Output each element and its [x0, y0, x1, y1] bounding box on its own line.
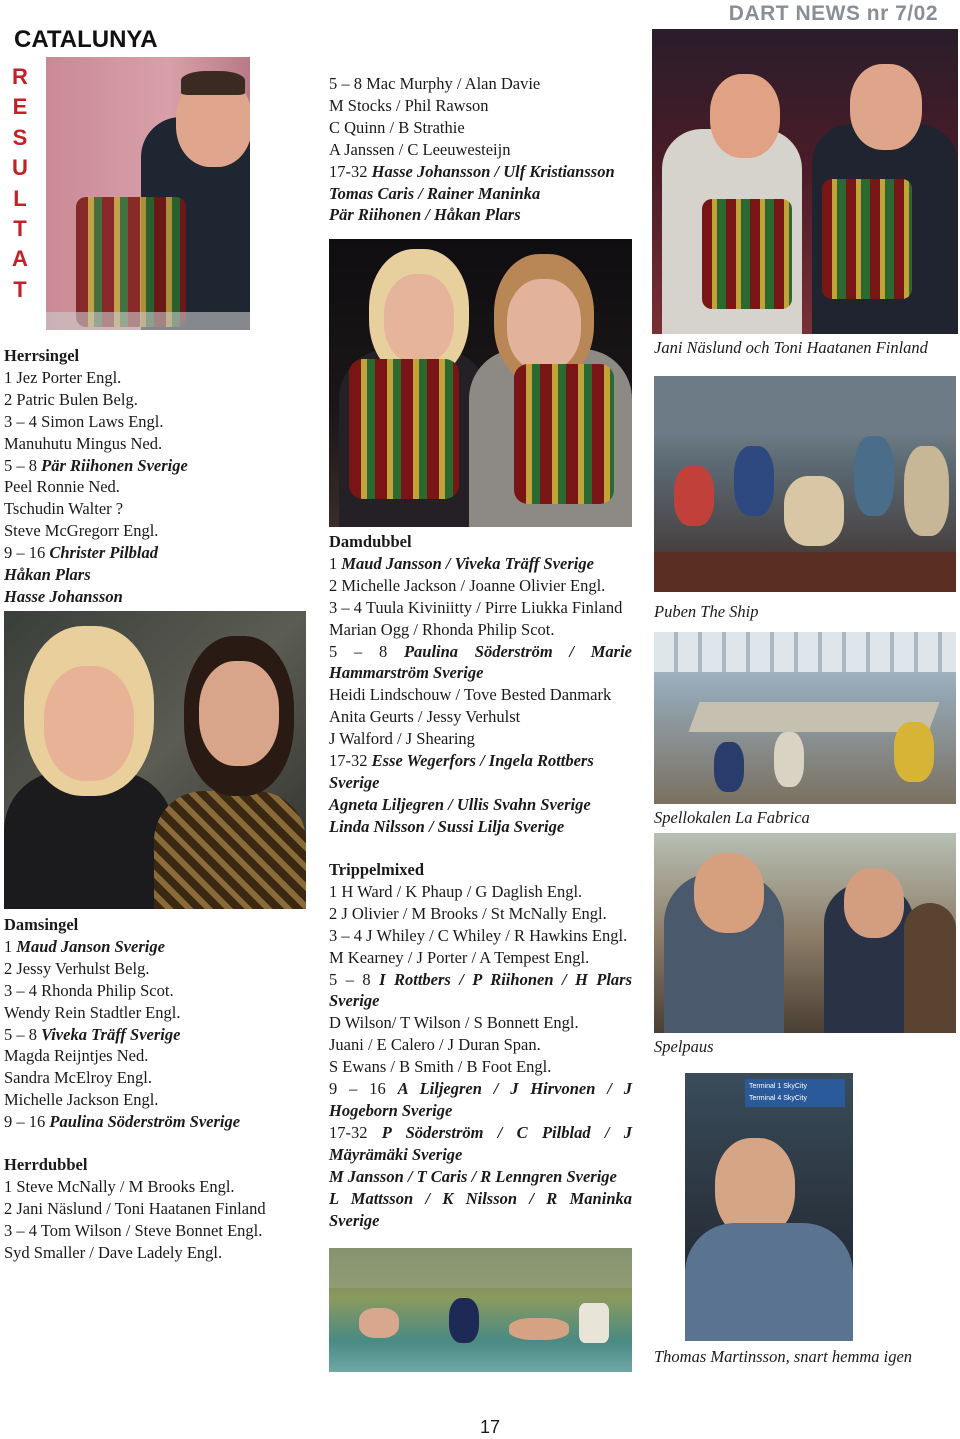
- result-line: [4, 411, 188, 433]
- result-line: [329, 597, 632, 619]
- vertical-letter: A: [12, 246, 28, 272]
- result-line: [4, 1176, 266, 1198]
- result-line: [4, 1111, 240, 1133]
- result-line: [329, 925, 632, 947]
- result-line: [4, 958, 240, 980]
- result-text: 17-32: [329, 1122, 382, 1142]
- result-line: [329, 161, 615, 183]
- page-number: 17: [480, 1417, 501, 1437]
- result-highlight: Hasse Johansson: [4, 586, 123, 606]
- result-line: [329, 95, 615, 117]
- result-highlight: Maud Janson Sverige: [16, 936, 165, 956]
- result-line: [329, 1188, 632, 1210]
- result-line: [329, 1056, 632, 1078]
- result-text: 5 – 8: [4, 455, 42, 475]
- result-line: [329, 183, 615, 205]
- result-text: 1 H Ward / K Phaup / G Daglish Engl.: [329, 881, 583, 901]
- result-text: 2 J Olivier / M Brooks / St McNally Engl.: [329, 903, 607, 923]
- caption-thomas: Thomas Martinsson, snart hemma igen: [654, 1347, 913, 1366]
- result-line: [4, 1024, 240, 1046]
- result-line: [329, 969, 632, 991]
- result-highlight: Pär Riihonen / Håkan Plars: [329, 205, 521, 225]
- trippelmixed-heading: Trippelmixed: [329, 860, 425, 879]
- result-highlight: Sverige: [329, 772, 380, 792]
- caption-winners: Jani Näslund och Toni Haatanen Finland: [654, 338, 928, 357]
- magazine-header: DART NEWS nr 7/02: [728, 2, 938, 25]
- photo-pool: [329, 1248, 632, 1372]
- sign-line-2: Terminal 4 SkyCity: [749, 1095, 807, 1102]
- result-line: [4, 476, 188, 498]
- result-text: 3 – 4 Rhonda Philip Scot.: [4, 980, 174, 1000]
- result-text: J Walford / J Shearing: [329, 729, 475, 749]
- vertical-letter: S: [12, 124, 28, 150]
- caption-hall: Spellokalen La Fabrica: [654, 808, 810, 827]
- result-line: [329, 139, 615, 161]
- result-text: M Kearney / J Porter / A Tempest Engl.: [329, 947, 590, 967]
- result-highlight: Paulina Söderström / Marie: [403, 641, 632, 661]
- result-text: S Ewans / B Smith / B Foot Engl.: [329, 1057, 552, 1077]
- result-line: [4, 433, 188, 455]
- result-line: [4, 936, 240, 958]
- result-line: [329, 990, 632, 1012]
- result-highlight: Håkan Plars: [4, 565, 91, 585]
- result-text: 17-32: [329, 751, 372, 771]
- result-text: 9 – 16: [4, 543, 50, 563]
- result-line: [329, 1034, 632, 1056]
- result-text: 9 – 16: [329, 1079, 398, 1099]
- result-line: [329, 1100, 632, 1122]
- result-text: 3 – 4 Tuula Kiviniitty / Pirre Liukka Finland: [329, 597, 623, 617]
- result-line: [329, 1166, 632, 1188]
- result-text: 1 Jez Porter Engl.: [4, 367, 122, 387]
- vertical-letter: T: [13, 216, 27, 242]
- result-text: Marian Ogg / Rhonda Philip Scot.: [329, 619, 555, 639]
- result-line: [329, 662, 632, 684]
- damdubbel-heading: Damdubbel: [329, 532, 412, 551]
- photo-man-trophy: [46, 57, 250, 330]
- sign-box: [745, 1079, 845, 1107]
- photo-break: [654, 833, 956, 1033]
- damsingel-block: [4, 914, 240, 1133]
- result-text: 9 – 16: [4, 1112, 50, 1132]
- result-text: 3 – 4 J Whiley / C Whiley / R Hawkins Engl.: [329, 925, 628, 945]
- result-text: 1: [329, 553, 342, 573]
- result-highlight: Hogeborn Sverige: [329, 1100, 453, 1120]
- result-highlight: Tomas Caris / Rainer Maninka: [329, 183, 541, 203]
- result-highlight: Agneta Liljegren / Ullis Svahn Sverige: [329, 794, 591, 814]
- result-line: [4, 498, 188, 520]
- herrsingel-heading: Herrsingel: [4, 346, 80, 365]
- sign-line-1: Terminal 1 SkyCity: [749, 1083, 807, 1090]
- result-line: [329, 881, 632, 903]
- result-text: Heidi Lindschouw / Tove Bested Danmark: [329, 685, 612, 705]
- result-line: [329, 117, 615, 139]
- result-line: [329, 794, 632, 816]
- result-line: [4, 520, 188, 542]
- result-highlight: Hammarström Sverige: [329, 663, 484, 683]
- result-text: Syd Smaller / Dave Ladely Engl.: [4, 1242, 223, 1262]
- vertical-letter: E: [12, 94, 28, 120]
- result-line: [329, 204, 615, 226]
- result-highlight: Christer Pilblad: [49, 543, 159, 563]
- vertical-letter: L: [13, 185, 27, 211]
- result-text: M Stocks / Phil Rawson: [329, 95, 489, 115]
- result-text: 2 Jessy Verhulst Belg.: [4, 958, 150, 978]
- result-text: 5 – 8: [4, 1024, 42, 1044]
- result-line: [329, 772, 632, 794]
- result-text: Wendy Rein Stadtler Engl.: [4, 1002, 181, 1022]
- result-text: Tschudin Walter ?: [4, 499, 124, 519]
- result-text: 1 Steve McNally / M Brooks Engl.: [4, 1176, 235, 1196]
- result-text: 2 Patric Bulen Belg.: [4, 389, 138, 409]
- result-line: [4, 1242, 266, 1264]
- vertical-letter: R: [12, 64, 28, 89]
- result-line: [329, 1122, 632, 1144]
- result-highlight: Linda Nilsson / Sussi Lilja Sverige: [329, 816, 565, 836]
- result-highlight: Sverige: [329, 991, 380, 1011]
- result-highlight: Pär Riihonen Sverige: [41, 455, 188, 475]
- result-highlight: M Jansson / T Caris / R Lenngren Sverige: [329, 1166, 617, 1186]
- result-line: [329, 1012, 632, 1034]
- result-text: 1: [4, 936, 17, 956]
- result-text: Sandra McElroy Engl.: [4, 1068, 153, 1088]
- result-highlight: Viveka Träff Sverige: [41, 1024, 181, 1044]
- result-line: [329, 641, 632, 663]
- result-line: [329, 73, 615, 95]
- result-line: [329, 553, 632, 575]
- result-line: [329, 1078, 632, 1100]
- result-text: Peel Ronnie Ned.: [4, 477, 120, 497]
- photo-pub: [654, 376, 956, 592]
- result-highlight: L Mattsson / K Nilsson / R Maninka: [329, 1188, 632, 1208]
- result-line: [329, 575, 632, 597]
- photo-women-trophies: [329, 239, 632, 527]
- photo-hall: [654, 632, 956, 804]
- result-text: A Janssen / C Leeuwesteijn: [329, 139, 511, 159]
- damsingel-heading: Damsingel: [4, 915, 79, 934]
- result-highlight: A Liljegren / J Hirvonen / J: [397, 1079, 632, 1099]
- section-title: CATALUNYA: [14, 26, 158, 53]
- result-line: [4, 542, 188, 564]
- result-text: 3 – 4 Tom Wilson / Steve Bonnet Engl.: [4, 1220, 263, 1240]
- result-line: [329, 750, 632, 772]
- result-highlight: Paulina Söderström Sverige: [49, 1112, 241, 1132]
- result-line: [4, 455, 188, 477]
- result-text: 2 Jani Näslund / Toni Haatanen Finland: [4, 1198, 266, 1218]
- result-text: 17-32: [329, 161, 372, 181]
- result-highlight: I Rottbers / P Riihonen / H Plars: [379, 969, 633, 989]
- herrsingel-block: [4, 345, 188, 608]
- result-line: [4, 367, 188, 389]
- result-line: [329, 947, 632, 969]
- result-line: [4, 586, 188, 608]
- result-line: [329, 706, 632, 728]
- photo-thomas: [685, 1073, 853, 1341]
- result-text: Michelle Jackson Engl.: [4, 1090, 159, 1110]
- herrdubbel-block: [4, 1154, 266, 1264]
- result-highlight: Hasse Johansson / Ulf Kristiansson: [371, 161, 615, 181]
- result-line: [329, 903, 632, 925]
- caption-break: Spelpaus: [654, 1037, 714, 1056]
- photo-two-men-trophies: [652, 29, 958, 334]
- result-line: [4, 564, 188, 586]
- result-line: [329, 1210, 632, 1232]
- result-text: 3 – 4 Simon Laws Engl.: [4, 411, 164, 431]
- result-line: [329, 684, 632, 706]
- caption-pub: Puben The Ship: [654, 602, 759, 621]
- result-text: Steve McGregorr Engl.: [4, 521, 159, 541]
- result-text: Anita Geurts / Jessy Verhulst: [329, 707, 521, 727]
- result-line: [4, 1067, 240, 1089]
- herrdubbel-heading: Herrdubbel: [4, 1155, 88, 1174]
- trippelmixed-block: [329, 859, 632, 1231]
- result-line: [329, 619, 632, 641]
- photo-two-women: [4, 611, 306, 909]
- result-highlight: Esse Wegerfors / Ingela Rottbers: [371, 751, 594, 771]
- result-line: [329, 728, 632, 750]
- result-highlight: P Söderström / C Pilblad / J: [381, 1122, 632, 1142]
- result-text: Juani / E Calero / J Duran Span.: [329, 1035, 541, 1055]
- result-text: 5 – 8: [329, 641, 404, 661]
- result-text: 5 – 8 Mac Murphy / Alan Davie: [329, 74, 541, 93]
- result-text: D Wilson/ T Wilson / S Bonnett Engl.: [329, 1013, 579, 1033]
- result-line: [4, 1045, 240, 1067]
- result-text: Magda Reijntjes Ned.: [4, 1046, 149, 1066]
- vertical-letter: U: [12, 155, 28, 181]
- result-highlight: Mäyrämäki Sverige: [329, 1144, 463, 1164]
- damdubbel-block: [329, 531, 632, 838]
- result-text: C Quinn / B Strathie: [329, 117, 465, 137]
- result-text: Manuhutu Mingus Ned.: [4, 433, 163, 453]
- result-line: [329, 816, 632, 838]
- result-line: [4, 1089, 240, 1111]
- result-highlight: Sverige: [329, 1210, 380, 1230]
- vertical-letter: T: [13, 276, 27, 302]
- result-line: [329, 1144, 632, 1166]
- result-text: 2 Michelle Jackson / Joanne Olivier Engl.: [329, 575, 606, 595]
- result-text: 5 – 8: [329, 969, 380, 989]
- result-line: [4, 1002, 240, 1024]
- result-line: [4, 1198, 266, 1220]
- herrdubbel-continued: [329, 73, 615, 226]
- result-highlight: Maud Jansson / Viveka Träff Sverige: [341, 553, 594, 573]
- vertical-word: [9, 62, 31, 305]
- result-line: [4, 980, 240, 1002]
- result-line: [4, 389, 188, 411]
- result-line: [4, 1220, 266, 1242]
